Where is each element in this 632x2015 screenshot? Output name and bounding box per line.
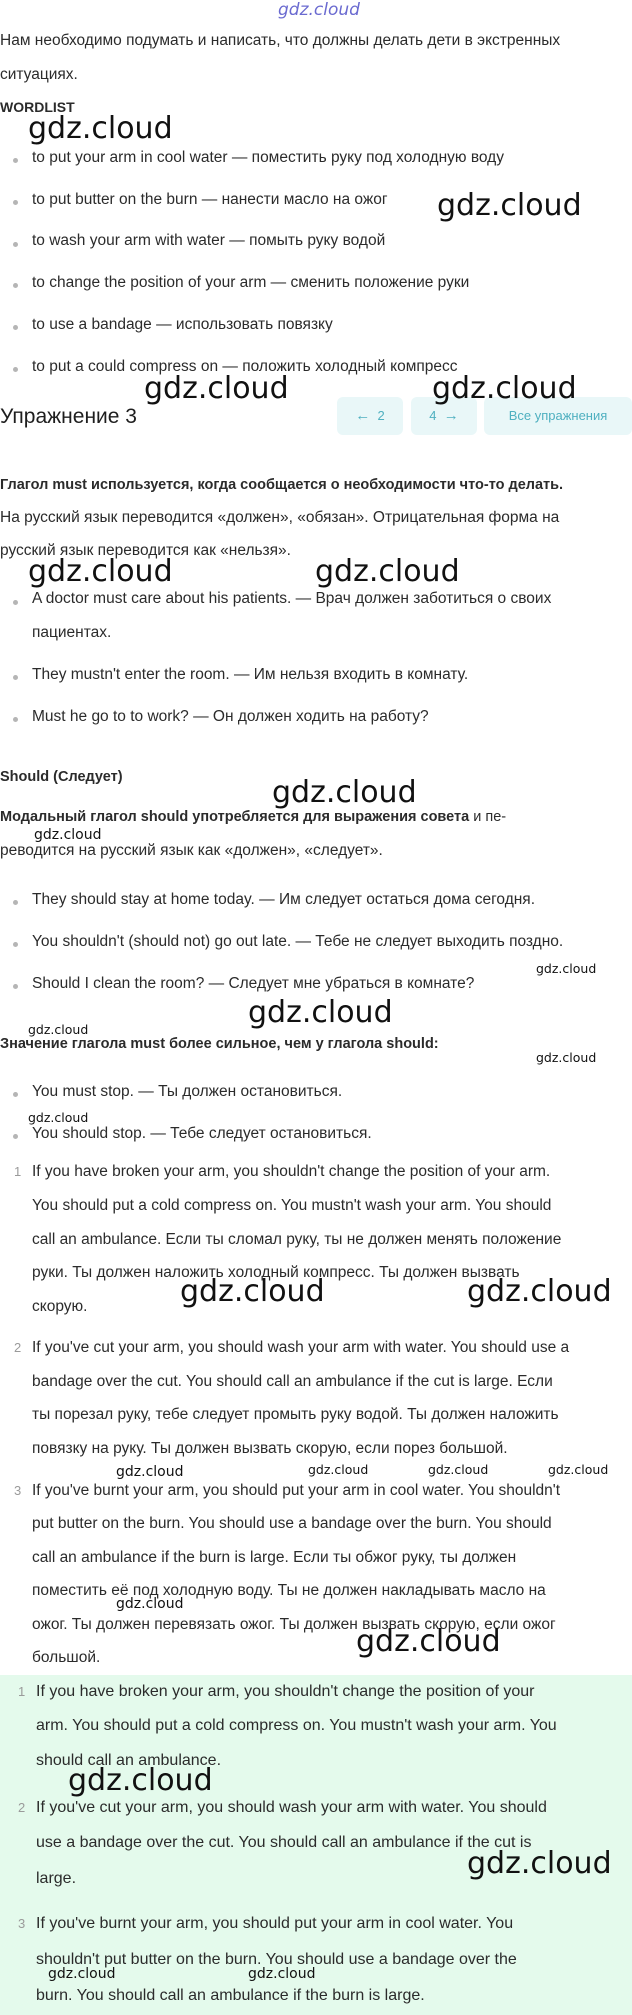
watermark: gdz.cloud	[116, 1596, 184, 1612]
summary-line: burn. You should call an ambulance if the burn is large.	[36, 1987, 425, 2004]
should-example: Should I clean the room? — Следует мне убраться в комнате?	[32, 975, 475, 992]
summary-line: use a bandage over the cut. You should call an ambulance if the cut is	[36, 1834, 532, 1851]
answer-number: 1	[14, 1164, 22, 1179]
must-example-cont: пациентах.	[32, 624, 112, 641]
answer-line: You should put a cold compress on. You mustn't wash your arm. You should	[32, 1197, 552, 1214]
watermark: gdz.cloud	[437, 188, 582, 223]
watermark: gdz.cloud	[536, 961, 597, 976]
answer-line: If you've cut your arm, you should wash your arm with water. You should use a	[32, 1339, 570, 1356]
watermark: gdz.cloud	[308, 1462, 369, 1477]
watermark: gdz.cloud	[34, 827, 102, 843]
must-rule: Глагол must используется, когда сообщается о необходимости что-то делать.	[0, 477, 564, 493]
must-example: A doctor must care about his patients. — Врач должен заботиться о своих	[32, 590, 552, 607]
answer-line: большой.	[32, 1649, 101, 1666]
bullet	[13, 283, 18, 288]
watermark: gdz.cloud	[28, 554, 173, 589]
should-line-2: реводится на русский язык как «должен», «следует».	[0, 842, 383, 859]
answer-line: поместить её под холодную воду. Ты не должен накладывать масло на	[32, 1582, 546, 1599]
watermark: gdz.cloud	[432, 371, 577, 406]
watermark: gdz.cloud	[248, 995, 393, 1030]
compare-title: Значение глагола must более сильное, чем у глагола should:	[0, 1036, 439, 1052]
watermark: gdz.cloud	[28, 1022, 89, 1037]
answer-line: bandage over the cut. You should call an ambulance if the cut is large. Если	[32, 1373, 553, 1390]
wordlist-item: to put a could compress on — положить холодный компресс	[32, 358, 458, 375]
watermark: gdz.cloud	[467, 1274, 612, 1309]
must-example: Must he go to to work? — Он должен ходить на работу?	[32, 708, 429, 725]
watermark: gdz.cloud	[48, 1966, 116, 1982]
answer-line: руки. Ты должен наложить холодный компресс. Ты должен вызвать	[32, 1264, 520, 1281]
must-example: They mustn't enter the room. — Им нельзя входить в комнату.	[32, 666, 469, 683]
prev-exercise-button[interactable]	[337, 397, 403, 435]
watermark: gdz.cloud	[28, 111, 173, 146]
should-example: They should stay at home today. — Им следует остаться дома сегодня.	[32, 891, 536, 908]
answer-line: call an ambulance. Если ты сломал руку, ты не должен менять положение	[32, 1231, 562, 1248]
prev-exercise-label: 2	[377, 408, 385, 423]
watermark: gdz.cloud	[68, 1763, 213, 1798]
bullet	[13, 900, 18, 905]
should-rule-bold: Модальный глагол should употребляется для выражения совета	[0, 809, 470, 825]
watermark: gdz.cloud	[548, 1462, 609, 1477]
should-title: Should (Следует)	[0, 769, 123, 785]
bullet	[13, 367, 18, 372]
watermark: gdz.cloud	[315, 554, 460, 589]
bullet	[13, 984, 18, 989]
wordlist-item: to use a bandage — использовать повязку	[32, 316, 333, 333]
watermark: gdz.cloud	[536, 1050, 597, 1065]
answer-line: put butter on the burn. You should use a bandage over the burn. You should	[32, 1515, 552, 1532]
watermark: gdz.cloud	[272, 775, 417, 810]
must-line-2: На русский язык переводится «должен», «обязан». Отрицательная форма на	[0, 509, 560, 526]
summary-number: 3	[18, 1916, 26, 1931]
answer-line: If you've burnt your arm, you should put your arm in cool water. You shouldn't	[32, 1482, 561, 1499]
watermark: gdz.cloud	[116, 1464, 184, 1480]
bullet	[13, 942, 18, 947]
summary-line: If you've cut your arm, you should wash your arm with water. You should	[36, 1799, 547, 1816]
bullet	[13, 200, 18, 205]
should-example: You shouldn't (should not) go out late. — Тебе не следует выходить поздно.	[32, 933, 564, 950]
watermark: gdz.cloud	[356, 1624, 501, 1659]
must-line-3: русский язык переводится как «нельзя».	[0, 542, 291, 559]
should-rule-rest: и пе-	[469, 809, 507, 825]
wordlist-item: to put butter on the burn — нанести масло на ожог	[32, 191, 388, 208]
watermark: gdz.cloud	[28, 1110, 89, 1125]
intro-line-2: ситуациях.	[0, 66, 78, 83]
arrow-right-icon: →	[443, 407, 459, 424]
bullet	[13, 242, 18, 247]
intro-line-1: Нам необходимо подумать и написать, что должны делать дети в экстренных	[0, 32, 561, 49]
answer-line: If you have broken your arm, you shouldn't change the position of your arm.	[32, 1163, 551, 1180]
watermark: gdz.cloud	[428, 1462, 489, 1477]
answer-line: ты порезал руку, тебе следует промыть руку водой. Ты должен наложить	[32, 1406, 559, 1423]
bullet	[13, 600, 18, 605]
bullet	[13, 675, 18, 680]
bullet	[13, 717, 18, 722]
watermark: gdz.cloud	[467, 1846, 612, 1881]
wordlist-title: WORDLIST	[0, 99, 75, 115]
answer-number: 2	[14, 1340, 22, 1355]
summary-line: should call an ambulance.	[36, 1752, 222, 1769]
summary-line: If you've burnt your arm, you should put your arm in cool water. You	[36, 1915, 514, 1932]
answer-line: скорую.	[32, 1298, 88, 1315]
exercise-title: Упражнение 3	[0, 405, 137, 428]
all-exercises-button[interactable]: Все упражнения	[484, 397, 632, 435]
arrow-left-icon: ←	[355, 407, 371, 424]
summary-line: shouldn't put butter on the burn. You should use a bandage over the	[36, 1951, 517, 1968]
top-watermark: gdz.cloud	[278, 0, 360, 20]
watermark: gdz.cloud	[180, 1274, 325, 1309]
watermark: gdz.cloud	[144, 371, 289, 406]
wordlist-item: to put your arm in cool water — поместить руку под холодную воду	[32, 149, 504, 166]
bullet	[13, 1134, 18, 1139]
summary-number: 1	[18, 1684, 26, 1699]
wordlist-item: to change the position of your arm — сменить положение руки	[32, 274, 470, 291]
summary-number: 2	[18, 1800, 26, 1815]
compare-example: You should stop. — Тебе следует остановиться.	[32, 1125, 372, 1142]
bullet	[13, 1092, 18, 1097]
answer-line: повязку на руку. Ты должен вызвать скорую, если порез большой.	[32, 1440, 508, 1457]
compare-example: You must stop. — Ты должен остановиться.	[32, 1083, 343, 1100]
answer-line: ожог. Ты должен перевязать ожог. Ты должен вызвать скорую, если ожог	[32, 1616, 556, 1633]
watermark: gdz.cloud	[248, 1966, 316, 1982]
answer-number: 3	[14, 1483, 22, 1498]
summary-line: large.	[36, 1870, 77, 1887]
bullet	[13, 158, 18, 163]
summary-line: If you have broken your arm, you shouldn't change the position of your	[36, 1683, 535, 1700]
answer-line: call an ambulance if the burn is large. Если ты обжог руку, ты должен	[32, 1549, 517, 1566]
next-exercise-label: 4	[429, 408, 437, 423]
summary-line: arm. You should put a cold compress on. You mustn't wash your arm. You	[36, 1717, 557, 1734]
bullet	[13, 325, 18, 330]
wordlist-item: to wash your arm with water — помыть руку водой	[32, 232, 386, 249]
